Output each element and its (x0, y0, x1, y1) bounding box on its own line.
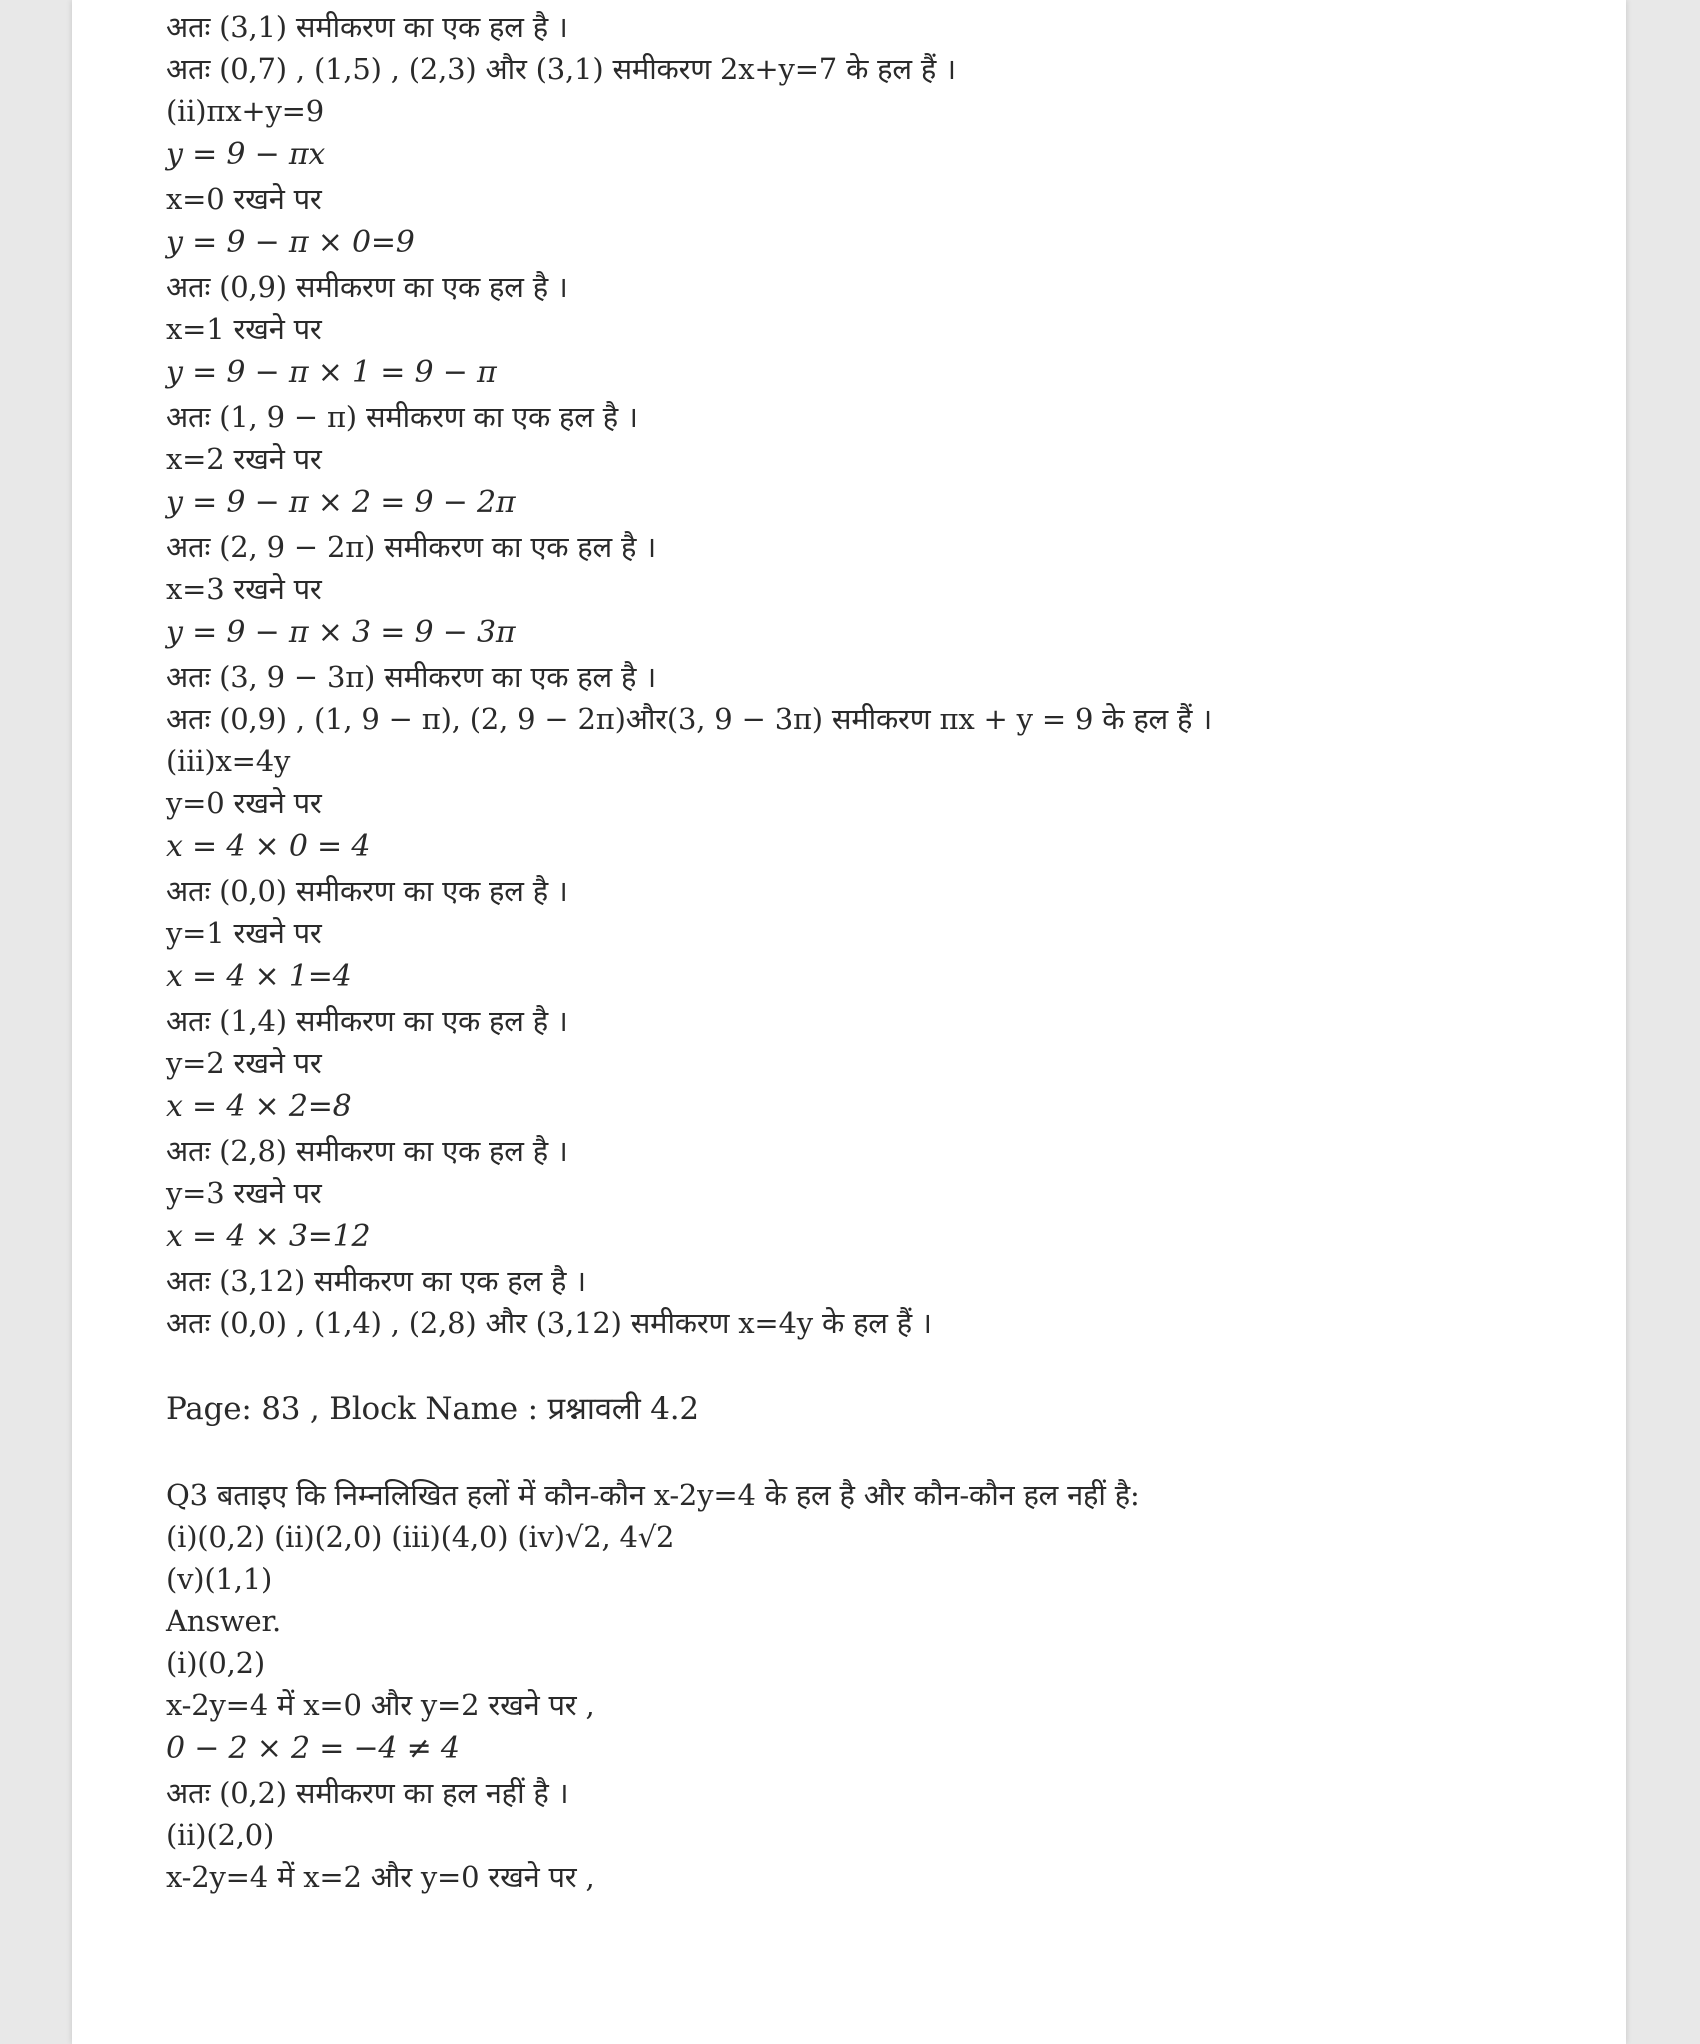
math-line: y = 9 − π × 2 = 9 − 2π (166, 485, 516, 520)
document-content (166, 6, 1566, 1898)
text-line: y=0 रखने पर (166, 786, 322, 820)
text-line: x-2y=4 में x=2 और y=0 रखने पर , (166, 1860, 595, 1894)
text-line: y=2 रखने पर (166, 1046, 322, 1080)
text-line: अतः (2,8) समीकरण का एक हल है । (166, 1134, 568, 1168)
text-line: (ii)(2,0) (166, 1818, 275, 1852)
text-line: (i)(0,2) (166, 1646, 266, 1680)
math-line: x = 4 × 1=4 (166, 959, 352, 994)
text-line: Answer. (166, 1604, 281, 1638)
math-line: 0 − 2 × 2 = −4 ≠ 4 (166, 1731, 460, 1766)
text-line: x-2y=4 में x=0 और y=2 रखने पर , (166, 1688, 595, 1722)
text-line: (ii)πx+y=9 (166, 94, 325, 128)
text-line: अतः (1,4) समीकरण का एक हल है । (166, 1004, 568, 1038)
document-page (72, 0, 1626, 2044)
text-line: अतः (0,0) , (1,4) , (2,8) और (3,12) समीकरण x=4y के हल हैं । (166, 1306, 932, 1340)
math-line: x = 4 × 2=8 (166, 1089, 352, 1124)
math-line: y = 9 − π × 3 = 9 − 3π (166, 615, 516, 650)
text-line: Page: 83 , Block Name : प्रश्नावली 4.2 (166, 1391, 699, 1427)
text-line: x=2 रखने पर (166, 442, 322, 476)
math-line: y = 9 − π × 0=9 (166, 225, 415, 260)
text-line: y=3 रखने पर (166, 1176, 322, 1210)
math-line: x = 4 × 0 = 4 (166, 829, 371, 864)
text-line: अतः (0,0) समीकरण का एक हल है । (166, 874, 568, 908)
text-line: अतः (0,9) समीकरण का एक हल है । (166, 270, 568, 304)
text-line: (i)(0,2) (ii)(2,0) (iii)(4,0) (iv)√2, 4√2 (166, 1520, 675, 1554)
text-line: अतः (2, 9 − 2π) समीकरण का एक हल है । (166, 530, 656, 564)
blank-line (166, 1344, 1566, 1388)
math-line: x = 4 × 3=12 (166, 1219, 371, 1254)
text-line: अतः (0,9) , (1, 9 − π), (2, 9 − 2π)और(3, 9 − 3π) समीकरण πx + y = 9 के हल हैं । (166, 702, 1213, 736)
blank-line (166, 1430, 1566, 1474)
text-line: x=0 रखने पर (166, 182, 322, 216)
text-line: अतः (3, 9 − 3π) समीकरण का एक हल है । (166, 660, 656, 694)
text-line: अतः (0,7) , (1,5) , (2,3) और (3,1) समीकरण 2x+y=7 के हल हैं । (166, 52, 956, 86)
text-line: Q3 बताइए कि निम्नलिखित हलों में कौन-कौन x-2y=4 के हल है और कौन-कौन हल नहीं है: (166, 1478, 1140, 1512)
math-line: y = 9 − π × 1 = 9 − π (166, 355, 497, 390)
text-line: अतः (0,2) समीकरण का हल नहीं है । (166, 1776, 569, 1810)
text-line: अतः (3,12) समीकरण का एक हल है । (166, 1264, 586, 1298)
text-line: (v)(1,1) (166, 1562, 273, 1596)
text-line: अतः (1, 9 − π) समीकरण का एक हल है । (166, 400, 638, 434)
text-line: y=1 रखने पर (166, 916, 322, 950)
text-line: x=3 रखने पर (166, 572, 322, 606)
text-line: अतः (3,1) समीकरण का एक हल है । (166, 10, 568, 44)
text-line: (iii)x=4y (166, 744, 291, 778)
math-line: y = 9 − πx (166, 137, 326, 172)
text-line: x=1 रखने पर (166, 312, 322, 346)
